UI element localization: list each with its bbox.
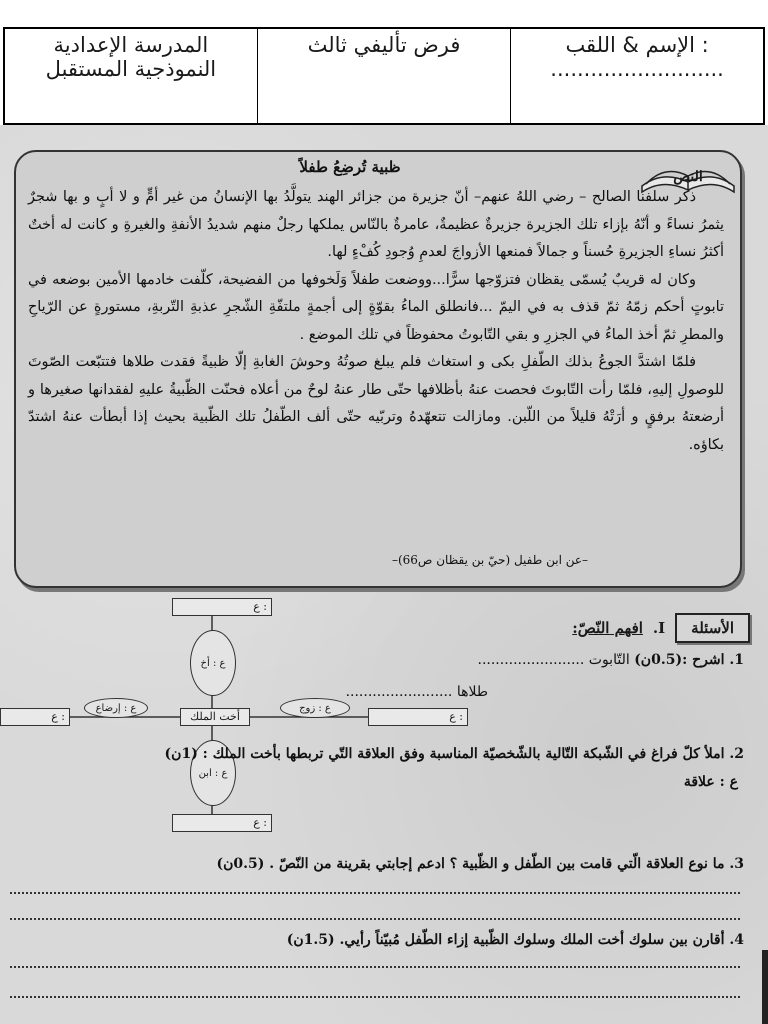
section-title: افهم النّصّ: — [572, 619, 643, 637]
name-cell — [511, 28, 764, 124]
header-table — [3, 27, 765, 125]
paragraph-3: فلمّا اشتدَّ الجوعُ بذلك الطّفلِ بكى و استغاث فلم يبلغ صوتُهُ وحوشَ الغابةِ إلّا ظبيةً فقدت طلاها فتتبّعت الصّوتَ للوصولِ إليهِ، فلمّا رأت التّابوتَ فحصت عنهُ بأظلافها حتّى طار عنهُ لوحٌ من أعلاه فحنّت الظّبيةُ عليهِ لفقدانها صغيرها و أرضعتهُ برفقٍ و أرَتْهُ قليلاً من اللّبن. ومازالت تتعهّدهُ وتربّيه حتّى ألف الطّفلُ تلك الظّبية بحيث إذا أبطأت عنهُ اشتدّ بكاؤه. — [28, 354, 724, 453]
school-name: المدرسة الإعدادية النموذجية المستقبل — [4, 28, 257, 124]
slot-right[interactable]: ع : — [368, 708, 468, 726]
name-label: : الإسم & اللقب — [565, 33, 709, 57]
text-badge: النص — [638, 156, 738, 198]
q1-blank-2[interactable]: ........................ — [345, 684, 453, 700]
slot-left[interactable]: ع : — [0, 708, 70, 726]
question-3: 3. ما نوع العلاقة الّتي قامت بين الطّفل و الظّبية ؟ ادعم إجابتي بقرينة من النّصّ . (0.5ن) — [216, 856, 744, 872]
oval-brother: ع : أخ — [190, 630, 236, 696]
slot-top[interactable]: ع : — [172, 598, 272, 616]
question-2: 2. املأ كلّ فراغ في الشّبكة التّالية بالشّخصيّة المناسبة وفق العلاقة التّي تربطها بأخت الملك : (1ن) — [164, 746, 744, 762]
q1-word-1: التّابوت — [588, 652, 630, 668]
network-center: أخت الملك — [180, 708, 250, 726]
section-number: I. — [652, 619, 666, 637]
answer-line-4a[interactable] — [10, 966, 740, 968]
answer-line-3a[interactable] — [10, 892, 740, 894]
answer-line-3b[interactable] — [10, 918, 740, 920]
legend: ع : علاقة — [683, 774, 738, 790]
question-1: 1. اشرح :(0.5ن) التّابوت ........................ — [477, 652, 744, 668]
q1-blank-1[interactable]: ........................ — [477, 652, 585, 668]
paragraph-1: ذكر سلفنا الصالح – رضي اللهُ عنهم– أنّ جزيرة من جزائر الهند يتولَّدُ بها الإنسانُ من غير أمٍّ و لا أبٍ و بها شجرٌ يثمرُ نساءً و أنّهُ بإزاء تلك الجزيرة جزيرةٌ عظيمةٌ، عامرةٌ بالنّاس يملكها رجلٌ منهم شديدُ الأنفةِ والغيرةِ و كانت له أختٌ أكثرُ نساءِ الجزيرةِ حُسناً و جمالاً فمنعها الأزواجَ لعدمِ وُجودِ كُفْءٍ لها. — [28, 189, 724, 260]
questions-header — [572, 608, 750, 648]
q1-word-2: طلاها — [456, 684, 488, 700]
questions-badge: الأسئلة — [675, 613, 750, 643]
story-title: ظبية تُرضِعُ طفلاً — [299, 158, 401, 176]
oval-nursing: ع : إرضاع — [84, 698, 148, 718]
answer-line-4b[interactable] — [10, 996, 740, 998]
paragraph-2: وكان له قريبٌ يُسمّى يقظان فتزوّجها سرًّا...ووضعت طفلاً وَلَخوفها من الفضيحة، كلّفت خادمها الأمين بوضعه في تابوتٍ أحكم زمّهُ ثمّ قذف به في اليمّ ...فانطلق الماءُ بقوّةٍ إلى أجمةٍ ملتفّةِ الشّجرِ عذبةِ التّربةِ، مستورةٍ عن الرّياحِ والمطرِ ثمّ أخذ الماءُ في الجزرِ و بقي التّابوتُ محفوظاً في تلك الموضع . — [28, 271, 724, 343]
story-text — [28, 184, 724, 459]
name-blank[interactable]: .......................... — [550, 57, 724, 81]
question-4: 4. أقارن بين سلوك أخت الملك وسلوك الظّبية إزاء الطّفل مُبيّناً رأيي. (1.5ن) — [286, 932, 744, 948]
slot-bottom[interactable]: ع : — [172, 814, 272, 832]
edge-mark — [762, 950, 768, 1024]
exam-title: فرض تأليفي ثالث — [257, 28, 510, 124]
oval-son: ع : ابن — [190, 740, 236, 806]
oval-husband: ع : زوج — [280, 698, 350, 718]
story-source: –عن ابن طفيل (حيّ بن يقظان ص66)– — [391, 553, 589, 567]
